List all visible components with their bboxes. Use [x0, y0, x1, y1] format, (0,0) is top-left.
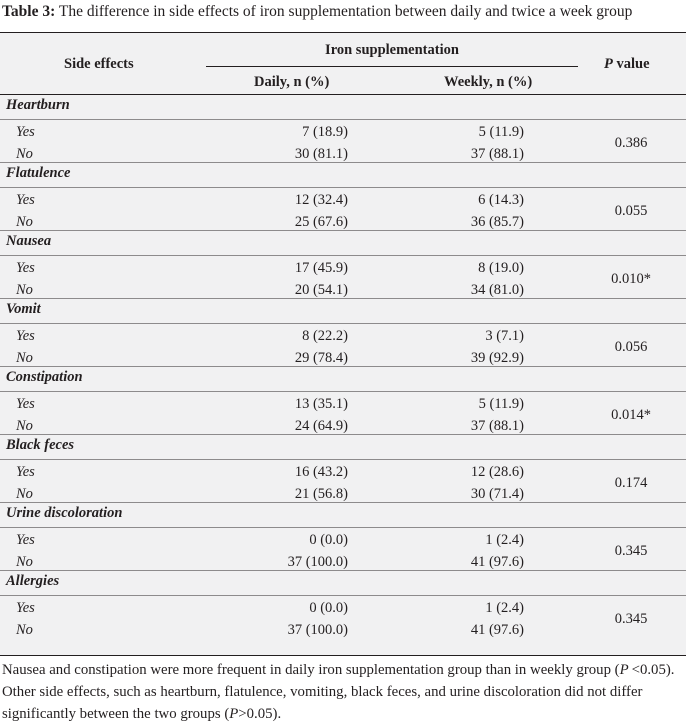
row-label: Yes [16, 328, 35, 344]
daily-value: 25 (67.6) [294, 214, 348, 230]
header-daily: Daily, n (%) [254, 74, 330, 90]
group-separator [0, 162, 686, 163]
header-bottom-rule [0, 94, 686, 95]
row-label: Yes [16, 124, 35, 140]
header-side-effects: Side effects [64, 56, 134, 72]
caption-text: The difference in side effects of iron supplementation between daily and twice a week group [55, 3, 633, 20]
row-label: No [16, 622, 33, 638]
group-separator [0, 298, 686, 299]
weekly-value: 5 (11.9) [478, 396, 524, 412]
side-effects-table [0, 32, 686, 656]
footnote-p1: P [619, 662, 629, 678]
header-p-rest: value [612, 56, 650, 72]
p-value: 0.345 [614, 543, 648, 559]
group-rule [0, 119, 686, 120]
group-label: Flatulence [6, 165, 71, 181]
table-label: Table 3: [2, 3, 56, 20]
daily-value: 0 (0.0) [309, 600, 348, 616]
weekly-value: 37 (88.1) [470, 418, 524, 434]
group-label: Urine discoloration [6, 505, 123, 521]
weekly-value: 30 (71.4) [470, 486, 524, 502]
group-rule [0, 595, 686, 596]
weekly-value: 5 (11.9) [478, 124, 524, 140]
daily-value: 0 (0.0) [309, 532, 348, 548]
row-label: No [16, 350, 33, 366]
daily-value: 30 (81.1) [294, 146, 348, 162]
weekly-value: 41 (97.6) [470, 622, 524, 638]
daily-value: 12 (32.4) [294, 192, 348, 208]
header-weekly: Weekly, n (%) [444, 74, 533, 90]
daily-value: 8 (22.2) [302, 328, 348, 344]
group-rule [0, 527, 686, 528]
row-label: Yes [16, 464, 35, 480]
weekly-value: 41 (97.6) [470, 554, 524, 570]
p-value: 0.345 [614, 611, 648, 627]
weekly-value: 8 (19.0) [478, 260, 524, 276]
weekly-value: 34 (81.0) [470, 282, 524, 298]
group-separator [0, 434, 686, 435]
row-label: Yes [16, 192, 35, 208]
header-rule [206, 66, 578, 67]
group-rule [0, 459, 686, 460]
footnote-part2: <0.05). Other side effects, such as heartburn, flatulence, vomiting, black feces, and urine discoloration did not differ significantly between the two groups ( [2, 662, 675, 722]
group-separator [0, 366, 686, 367]
group-separator [0, 502, 686, 503]
weekly-value: 1 (2.4) [485, 532, 524, 548]
row-label: No [16, 214, 33, 230]
daily-value: 16 (43.2) [294, 464, 348, 480]
row-label: No [16, 282, 33, 298]
footnote-p2: P [229, 706, 239, 722]
group-rule [0, 187, 686, 188]
table-footnote [2, 659, 684, 725]
row-label: No [16, 554, 33, 570]
daily-value: 13 (35.1) [294, 396, 348, 412]
group-label: Nausea [6, 233, 52, 249]
footnote-part1: Nausea and constipation were more frequent in daily iron supplementation group than in weekly group ( [2, 662, 620, 678]
row-label: No [16, 486, 33, 502]
row-label: Yes [16, 600, 35, 616]
weekly-value: 3 (7.1) [485, 328, 524, 344]
daily-value: 21 (56.8) [294, 486, 348, 502]
header-p-value [604, 56, 650, 73]
group-label: Black feces [6, 437, 75, 453]
p-value: 0.174 [614, 475, 648, 491]
group-label: Vomit [6, 301, 41, 317]
p-value: 0.056 [614, 339, 648, 355]
daily-value: 37 (100.0) [287, 622, 348, 638]
p-value: 0.010* [611, 271, 651, 287]
daily-value: 29 (78.4) [294, 350, 348, 366]
group-rule [0, 323, 686, 324]
daily-value: 24 (64.9) [294, 418, 348, 434]
group-label: Constipation [6, 369, 83, 385]
p-value: 0.055 [614, 203, 648, 219]
weekly-value: 39 (92.9) [470, 350, 524, 366]
header-iron-supplementation: Iron supplementation [325, 42, 459, 58]
p-value: 0.014* [611, 407, 651, 423]
weekly-value: 6 (14.3) [478, 192, 524, 208]
row-label: Yes [16, 260, 35, 276]
group-rule [0, 391, 686, 392]
footnote-part3: >0.05). [238, 706, 282, 722]
daily-value: 17 (45.9) [294, 260, 348, 276]
weekly-value: 1 (2.4) [485, 600, 524, 616]
group-label: Allergies [6, 573, 60, 589]
daily-value: 7 (18.9) [302, 124, 348, 140]
daily-value: 20 (54.1) [294, 282, 348, 298]
group-separator [0, 230, 686, 231]
weekly-value: 12 (28.6) [470, 464, 524, 480]
header-p-italic: P [604, 56, 613, 72]
row-label: Yes [16, 396, 35, 412]
p-value: 0.386 [614, 135, 648, 151]
table-caption [2, 2, 684, 22]
weekly-value: 36 (85.7) [470, 214, 524, 230]
daily-value: 37 (100.0) [287, 554, 348, 570]
weekly-value: 37 (88.1) [470, 146, 524, 162]
row-label: No [16, 146, 33, 162]
group-separator [0, 570, 686, 571]
row-label: No [16, 418, 33, 434]
group-rule [0, 255, 686, 256]
group-label: Heartburn [6, 97, 70, 113]
row-label: Yes [16, 532, 35, 548]
